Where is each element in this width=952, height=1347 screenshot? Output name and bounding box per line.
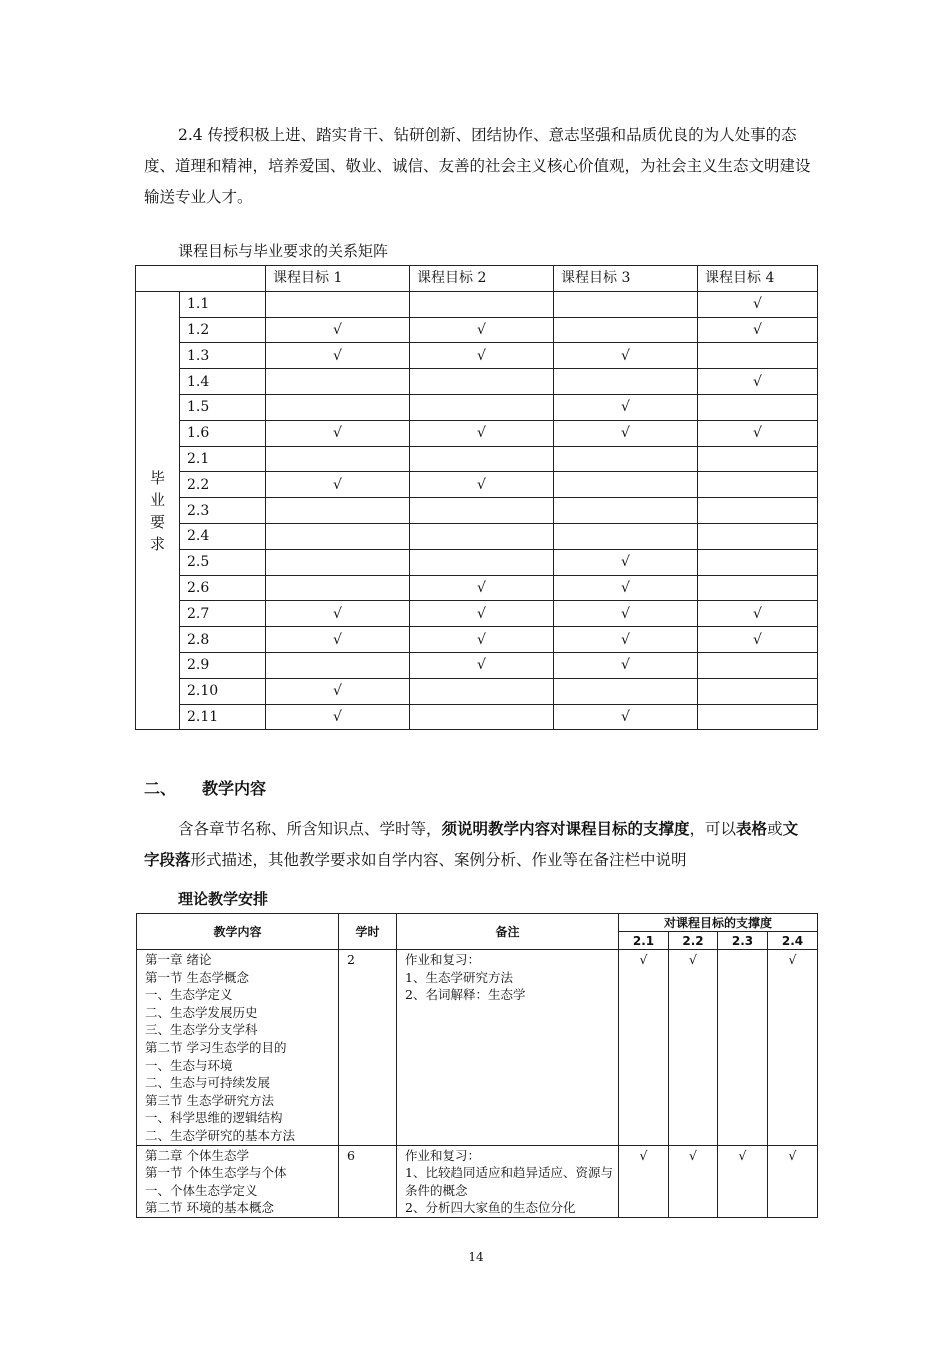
check-mark-cell: √ bbox=[698, 369, 818, 395]
matrix-row bbox=[136, 472, 818, 498]
matrix-row bbox=[136, 394, 818, 420]
check-mark-cell: √ bbox=[698, 291, 818, 317]
matrix-caption: 课程目标与毕业要求的关系矩阵 bbox=[178, 242, 389, 260]
requirement-cell: 2.8 bbox=[180, 627, 266, 653]
empty-cell bbox=[698, 498, 818, 524]
requirement-cell: 1.3 bbox=[180, 343, 266, 369]
requirement-cell: 1.1 bbox=[180, 291, 266, 317]
matrix-row bbox=[136, 343, 818, 369]
section-number: 二、 bbox=[144, 779, 177, 798]
empty-cell bbox=[410, 394, 554, 420]
empty-cell bbox=[698, 523, 818, 549]
check-mark-cell: √ bbox=[669, 950, 718, 1146]
check-mark-cell: √ bbox=[619, 950, 669, 1146]
check-mark-cell: √ bbox=[410, 575, 554, 601]
requirement-cell: 1.6 bbox=[180, 420, 266, 446]
check-mark-cell: √ bbox=[266, 704, 410, 730]
check-mark-cell: √ bbox=[698, 317, 818, 343]
content-cell-hours: 6 bbox=[339, 1145, 397, 1217]
matrix-row bbox=[136, 549, 818, 575]
empty-cell bbox=[698, 575, 818, 601]
empty-cell bbox=[266, 446, 410, 472]
check-mark-cell: √ bbox=[698, 420, 818, 446]
empty-cell bbox=[554, 369, 698, 395]
matrix-header-cell: 课程目标 3 bbox=[554, 266, 698, 292]
requirement-cell: 2.7 bbox=[180, 601, 266, 627]
matrix-row bbox=[136, 575, 818, 601]
matrix-header-cell: 课程目标 2 bbox=[410, 266, 554, 292]
empty-cell bbox=[410, 291, 554, 317]
check-mark-cell: √ bbox=[266, 317, 410, 343]
desc-text-1: 含各章节名称、所含知识点、学时等， bbox=[178, 820, 442, 838]
desc-bold-3: 文字段落 bbox=[144, 820, 799, 869]
content-cell-remarks: 作业和复习： 1、生态学研究方法 2、名词解释：生态学 bbox=[397, 950, 619, 1146]
empty-cell bbox=[554, 317, 698, 343]
requirement-cell: 1.5 bbox=[180, 394, 266, 420]
section-description bbox=[144, 814, 812, 876]
check-mark-cell: √ bbox=[554, 627, 698, 653]
empty-cell bbox=[698, 446, 818, 472]
content-row bbox=[137, 950, 818, 1146]
check-mark-cell: √ bbox=[698, 601, 818, 627]
matrix-row bbox=[136, 369, 818, 395]
check-mark-cell: √ bbox=[554, 549, 698, 575]
empty-cell bbox=[554, 523, 698, 549]
desc-text-3: 或 bbox=[767, 820, 783, 838]
matrix-row bbox=[136, 317, 818, 343]
sub-title: 理论教学安排 bbox=[178, 890, 269, 908]
desc-bold-1: 须说明教学内容对课程目标的支撑度 bbox=[441, 820, 690, 838]
header-goal: 2.1 bbox=[619, 932, 669, 950]
check-mark-cell: √ bbox=[410, 601, 554, 627]
page-number: 14 bbox=[468, 1250, 484, 1264]
matrix-header-cell: 课程目标 1 bbox=[266, 266, 410, 292]
empty-cell bbox=[266, 369, 410, 395]
matrix-row bbox=[136, 291, 818, 317]
header-support: 对课程目标的支撑度 bbox=[619, 914, 818, 932]
requirement-cell: 2.6 bbox=[180, 575, 266, 601]
check-mark-cell: √ bbox=[410, 472, 554, 498]
header-remarks: 备注 bbox=[397, 914, 619, 950]
matrix-row bbox=[136, 601, 818, 627]
check-mark-cell: √ bbox=[410, 627, 554, 653]
matrix-corner-cell bbox=[136, 266, 266, 292]
content-cell-content: 第二章 个体生态学 第一节 个体生态学与个体 一、个体生态学定义 第二节 环境的基本概念 bbox=[137, 1145, 339, 1217]
matrix-row bbox=[136, 704, 818, 730]
empty-cell bbox=[266, 394, 410, 420]
requirement-cell: 2.1 bbox=[180, 446, 266, 472]
empty-cell bbox=[718, 950, 768, 1146]
desc-text-4: 形式描述，其他教学要求如自学内容、案例分析、作业等在备注栏中说明 bbox=[190, 851, 687, 869]
requirement-cell: 1.2 bbox=[180, 317, 266, 343]
check-mark-cell: √ bbox=[266, 678, 410, 704]
header-goal: 2.2 bbox=[669, 932, 718, 950]
requirement-cell: 2.10 bbox=[180, 678, 266, 704]
relation-matrix-table bbox=[135, 265, 818, 730]
check-mark-cell: √ bbox=[554, 704, 698, 730]
check-mark-cell: √ bbox=[768, 1145, 818, 1217]
check-mark-cell: √ bbox=[554, 420, 698, 446]
matrix-row bbox=[136, 678, 818, 704]
check-mark-cell: √ bbox=[554, 343, 698, 369]
empty-cell bbox=[554, 498, 698, 524]
empty-cell bbox=[410, 369, 554, 395]
header-goal: 2.4 bbox=[768, 932, 818, 950]
empty-cell bbox=[698, 678, 818, 704]
content-row bbox=[137, 1145, 818, 1217]
empty-cell bbox=[410, 523, 554, 549]
check-mark-cell: √ bbox=[410, 652, 554, 678]
content-cell-hours: 2 bbox=[339, 950, 397, 1146]
check-mark-cell: √ bbox=[266, 420, 410, 446]
content-cell-remarks: 作业和复习： 1、比较趋同适应和趋异适应、资源与条件的概念 2、分析四大家鱼的生态位分化 bbox=[397, 1145, 619, 1217]
desc-text-2: ，可以 bbox=[689, 820, 737, 838]
empty-cell bbox=[698, 549, 818, 575]
check-mark-cell: √ bbox=[410, 420, 554, 446]
matrix-row bbox=[136, 523, 818, 549]
matrix-row bbox=[136, 420, 818, 446]
matrix-row bbox=[136, 652, 818, 678]
empty-cell bbox=[554, 291, 698, 317]
section-heading: 教学内容 bbox=[202, 779, 267, 798]
empty-cell bbox=[266, 291, 410, 317]
check-mark-cell: √ bbox=[669, 1145, 718, 1217]
matrix-header-cell: 课程目标 4 bbox=[698, 266, 818, 292]
check-mark-cell: √ bbox=[718, 1145, 768, 1217]
matrix-row bbox=[136, 498, 818, 524]
requirement-cell: 2.2 bbox=[180, 472, 266, 498]
side-label-text: 毕业要求 bbox=[149, 468, 165, 553]
header-goal: 2.3 bbox=[718, 932, 768, 950]
empty-cell bbox=[698, 394, 818, 420]
empty-cell bbox=[554, 472, 698, 498]
desc-bold-2: 表格 bbox=[736, 820, 768, 838]
empty-cell bbox=[266, 549, 410, 575]
section-title bbox=[144, 776, 266, 799]
empty-cell bbox=[410, 498, 554, 524]
check-mark-cell: √ bbox=[554, 575, 698, 601]
check-mark-cell: √ bbox=[619, 1145, 669, 1217]
requirement-cell: 2.9 bbox=[180, 652, 266, 678]
requirement-cell: 2.11 bbox=[180, 704, 266, 730]
check-mark-cell: √ bbox=[266, 472, 410, 498]
header-hours: 学时 bbox=[339, 914, 397, 950]
content-cell-content: 第一章 绪论 第一节 生态学概念 一、生态学定义 二、生态学发展历史 三、生态学分支学科 第二节 学习生态学的目的 一、生态与环境 二、生态与可持续发展 第三节 生态学研究方法 一、科学思维的逻辑结构 二、生态学研究的基本方法 bbox=[137, 950, 339, 1146]
check-mark-cell: √ bbox=[266, 343, 410, 369]
empty-cell bbox=[410, 704, 554, 730]
empty-cell bbox=[266, 523, 410, 549]
check-mark-cell: √ bbox=[410, 343, 554, 369]
empty-cell bbox=[410, 678, 554, 704]
check-mark-cell: √ bbox=[554, 394, 698, 420]
requirement-cell: 2.3 bbox=[180, 498, 266, 524]
check-mark-cell: √ bbox=[698, 627, 818, 653]
empty-cell bbox=[266, 575, 410, 601]
teaching-content-table bbox=[136, 913, 818, 1218]
check-mark-cell: √ bbox=[410, 317, 554, 343]
matrix-row bbox=[136, 446, 818, 472]
empty-cell bbox=[410, 446, 554, 472]
requirement-cell: 2.4 bbox=[180, 523, 266, 549]
matrix-side-label bbox=[136, 291, 180, 730]
matrix-row bbox=[136, 627, 818, 653]
check-mark-cell: √ bbox=[768, 950, 818, 1146]
empty-cell bbox=[266, 652, 410, 678]
empty-cell bbox=[410, 549, 554, 575]
requirement-cell: 2.5 bbox=[180, 549, 266, 575]
requirement-cell: 1.4 bbox=[180, 369, 266, 395]
empty-cell bbox=[698, 343, 818, 369]
empty-cell bbox=[554, 446, 698, 472]
empty-cell bbox=[266, 498, 410, 524]
header-content: 教学内容 bbox=[137, 914, 339, 950]
check-mark-cell: √ bbox=[554, 601, 698, 627]
check-mark-cell: √ bbox=[266, 601, 410, 627]
empty-cell bbox=[698, 704, 818, 730]
empty-cell bbox=[698, 472, 818, 498]
paragraph-goal-2-4: 2.4 传授积极上进、踏实肯干、钻研创新、团结协作、意志坚强和品质优良的为人处事的态度、道理和精神，培养爱国、敬业、诚信、友善的社会主义核心价值观，为社会主义生态文明建设输送专业人才。 bbox=[144, 126, 811, 206]
empty-cell bbox=[554, 678, 698, 704]
check-mark-cell: √ bbox=[554, 652, 698, 678]
matrix-header-row bbox=[136, 266, 818, 292]
check-mark-cell: √ bbox=[266, 627, 410, 653]
empty-cell bbox=[698, 652, 818, 678]
